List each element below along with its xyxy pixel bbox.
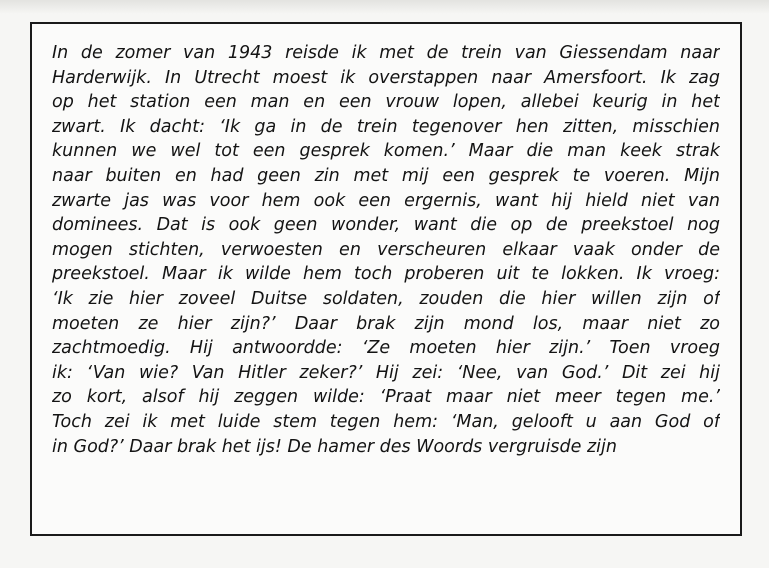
text-line: ik: ‘Van wie? Van Hitler zeker?’ Hij zei: ‘Nee, van God.’ Dit zei hij [52,362,720,383]
text-line: Toch zei ik met luide stem tegen hem: ‘Man, gelooft u aan God of [52,411,720,432]
text-line: dominees. Dat is ook geen wonder, want die op de preekstoel nog [52,215,720,236]
text-line: zo kort, alsof hij zeggen wilde: ‘Praat maar niet meer tegen me.’ [52,387,720,408]
text-line: In de zomer van 1943 reisde ik met de trein van Giessendam naar [52,43,720,63]
text-line: moeten ze hier zijn?’ Daar brak zijn mond los, maar niet zo [52,313,720,334]
text-line: zwarte jas was voor hem ook een ergernis, want hij hield niet van [52,190,720,211]
text-line: ‘Ik zie hier zoveel Duitse soldaten, zouden die hier willen zijn of [52,288,720,309]
text-line: in God?’ Daar brak het ijs! De hamer des Woords vergruisde zijn [52,436,617,457]
text-line: zwart. Ik dacht: ‘Ik ga in de trein tegenover hen zitten, misschien [52,116,720,137]
text-line: Harderwijk. In Utrecht moest ik overstappen naar Amersfoort. Ik zag [52,67,720,88]
text-line: zachtmoedig. Hij antwoordde: ‘Ze moeten hier zijn.’ Toen vroeg [52,338,720,359]
quote-box [30,22,742,536]
page-edge-shadow [0,0,769,14]
text-line: kunnen we wel tot een gesprek komen.’ Maar die man keek strak [52,141,720,162]
text-line: mogen stichten, verwoesten en verscheuren elkaar vaak onder de [52,239,720,260]
text-line: op het station een man en een vrouw lopen, allebei keurig in het [52,92,720,113]
text-line: naar buiten en had geen zin met mij een gesprek te voeren. Mijn [52,165,720,186]
text-line: preekstoel. Maar ik wilde hem toch proberen uit te lokken. Ik vroeg: [52,264,720,285]
